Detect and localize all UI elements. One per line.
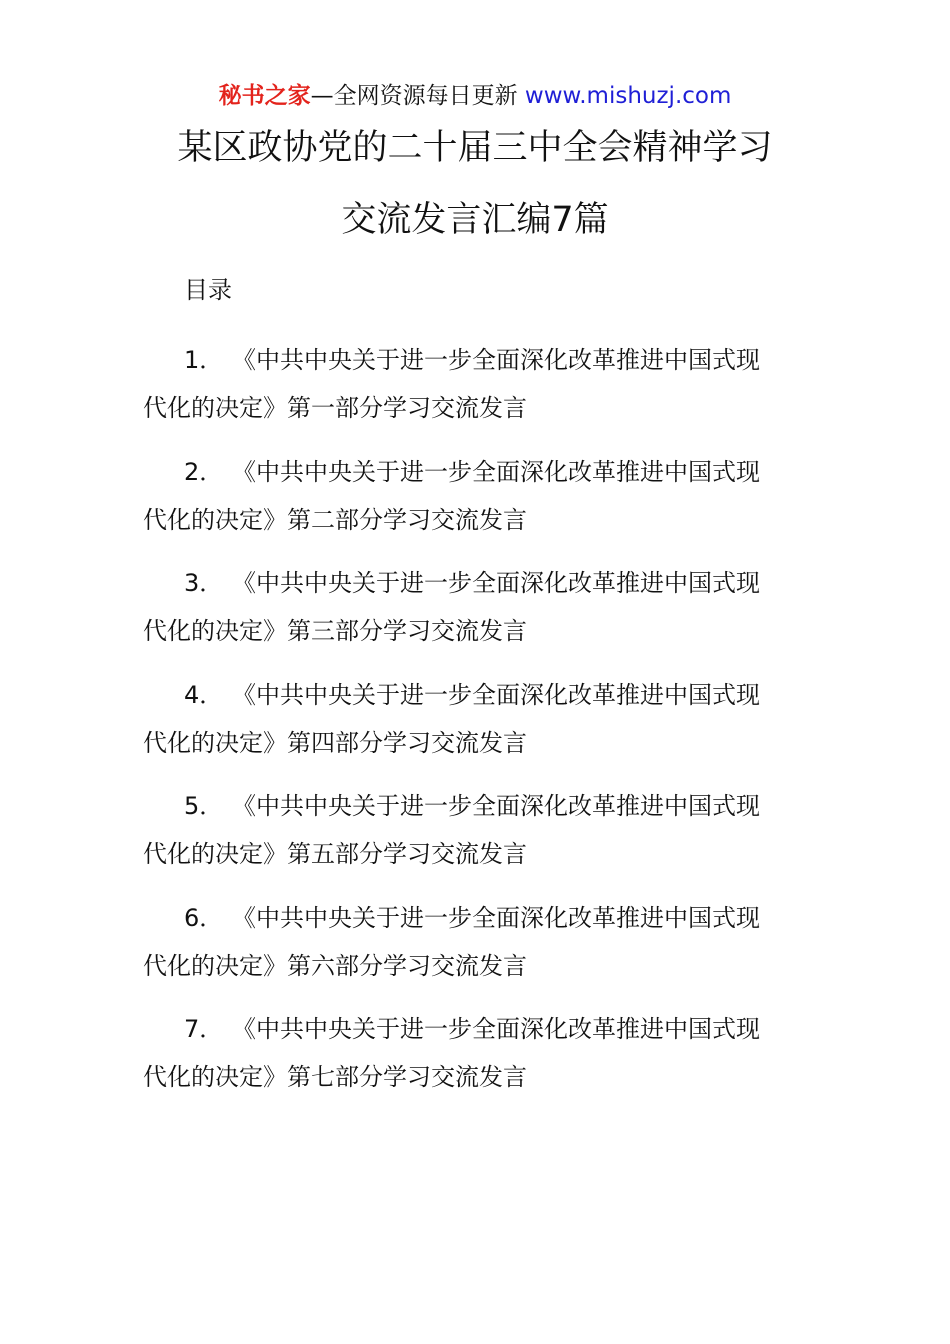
toc-item-text-start: 《中共中央关于进一步全面深化改革推进中国式现 [232,903,760,932]
toc-item[interactable] [143,336,813,448]
toc-item-first-line [143,671,813,719]
document-title-line-2: 交流发言汇编7篇 [341,200,609,240]
toc-item-number: 7． [184,1015,224,1043]
toc-item-text-start: 《中共中央关于进一步全面深化改革推进中国式现 [232,457,760,486]
toc-item-number: 1． [184,346,224,374]
document-title-line-1: 某区政协党的二十届三中全会精神学习 [177,128,773,168]
brand-name: 秘书之家 [218,83,311,109]
toc-item-text-start: 《中共中央关于进一步全面深化改革推进中国式现 [232,1015,760,1043]
toc-item-text-start: 《中共中央关于进一步全面深化改革推进中国式现 [232,346,760,374]
toc-item-number: 3． [184,569,224,597]
toc-item-text-end: 代化的决定》第六部分学习交流发言 [143,951,527,980]
toc-item-number: 4． [184,680,224,709]
toc-item-number: 2． [184,457,224,486]
toc-item[interactable] [143,448,813,560]
toc-item-first-line [143,336,813,384]
toc-item-first-line [143,782,813,830]
toc-item-text-end: 代化的决定》第四部分学习交流发言 [143,728,527,757]
toc-item-text-start: 《中共中央关于进一步全面深化改革推进中国式现 [232,569,760,597]
toc-item-number: 5． [184,792,224,820]
header-tagline: —全网资源每日更新 [310,83,518,109]
toc-item-text-start: 《中共中央关于进一步全面深化改革推进中国式现 [232,792,760,820]
toc-item[interactable] [143,1005,813,1117]
toc-item-text-end: 代化的决定》第七部分学习交流发言 [143,1063,527,1091]
toc-item-number: 6． [184,903,224,932]
toc-item-text-end: 代化的决定》第五部分学习交流发言 [143,840,527,868]
toc-item-text-end: 代化的决定》第三部分学习交流发言 [143,617,527,645]
toc-item-first-line [143,559,813,607]
toc-item-first-line [143,1005,813,1053]
toc-item[interactable] [143,782,813,894]
toc-item[interactable] [143,894,813,1006]
site-header [0,80,950,112]
table-of-contents [143,336,813,1117]
toc-item-first-line [143,894,813,942]
toc-item-first-line [143,448,813,496]
toc-item-text-end: 代化的决定》第一部分学习交流发言 [143,394,527,422]
toc-item-text-start: 《中共中央关于进一步全面深化改革推进中国式现 [232,680,760,709]
site-url-link[interactable]: www.mishuzj.com [524,83,732,109]
toc-item-text-end: 代化的决定》第二部分学习交流发言 [143,505,527,534]
toc-item[interactable] [143,559,813,671]
toc-heading: 目录 [184,276,232,304]
toc-item[interactable] [143,671,813,783]
